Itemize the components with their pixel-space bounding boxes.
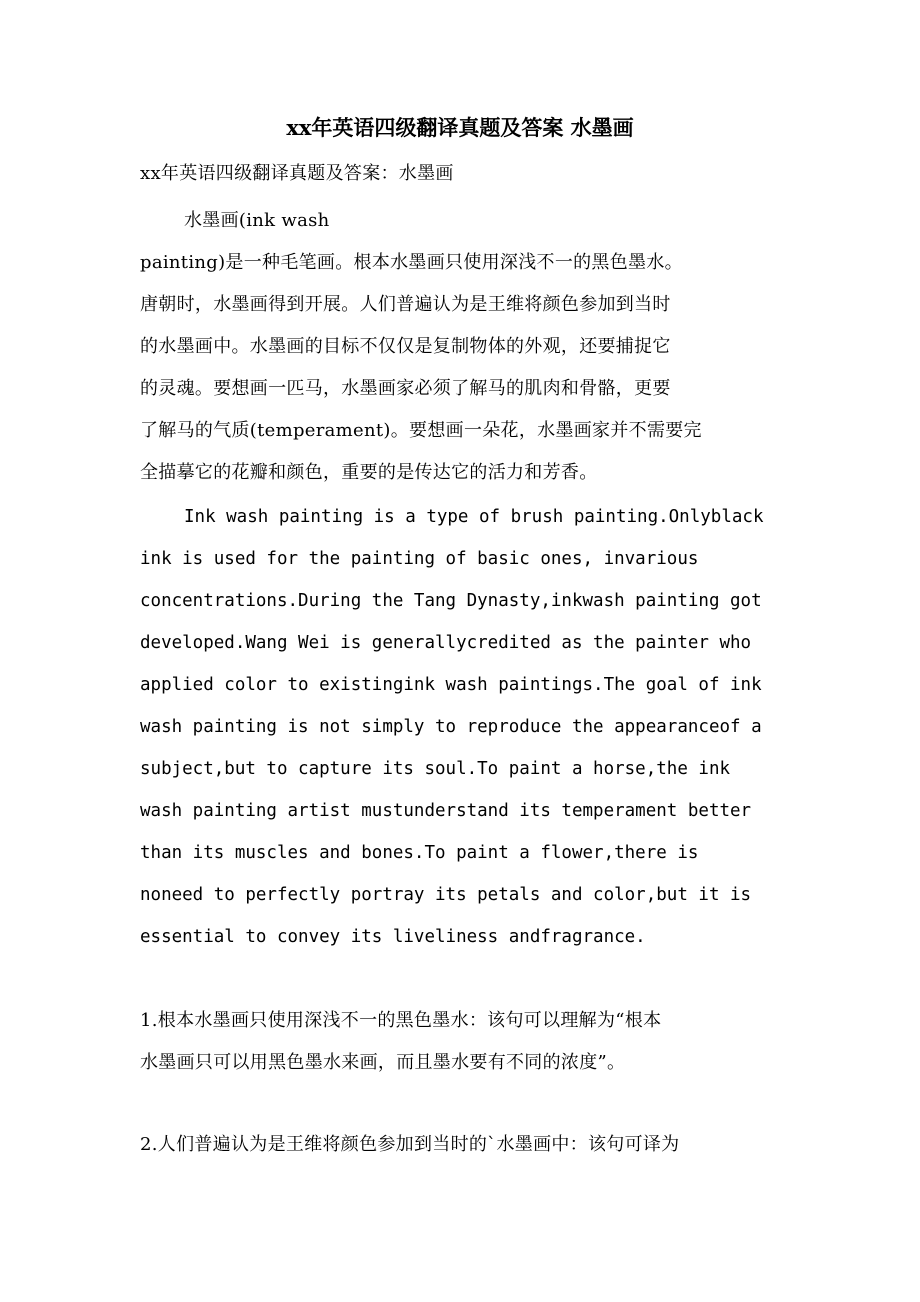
document-subtitle — [140, 158, 790, 190]
paragraph-line: painting)是一种毛笔画。根本水墨画只使用深浅不一的黑色墨水。 — [140, 252, 683, 273]
paragraph-line: Ink wash painting is a type of brush painting.Onlyblack — [184, 507, 764, 527]
paragraph-line: developed.Wang Wei is generallycredited as the painter who — [140, 633, 752, 653]
paragraph-line: 了解马的气质(temperament)。要想画一朵花，水墨画家并不需要完 — [140, 420, 702, 441]
subtitle-line: xx年英语四级翻译真题及答案：水墨画 — [140, 163, 454, 184]
paragraph-line: ink is used for the painting of basic ones, invarious — [140, 549, 699, 569]
note-line: 水墨画只可以用黑色墨水来画，而且墨水要有不同的浓度”。 — [140, 1052, 626, 1073]
paragraph-line: 的水墨画中。水墨画的目标不仅仅是复制物体的外观，还要捕捉它 — [140, 336, 671, 357]
paragraph-line: noneed to perfectly portray its petals and color,but it is — [140, 885, 752, 905]
translation-note-1 — [140, 1000, 790, 1084]
paragraph-line: subject,but to capture its soul.To paint a horse,the ink — [140, 759, 731, 779]
paragraph-line: applied color to existingink wash paintings.The goal of ink — [140, 675, 762, 695]
paragraph-line: 全描摹它的花瓣和颜色，重要的是传达它的活力和芳香。 — [140, 462, 598, 483]
english-translation-paragraph — [140, 496, 790, 958]
chinese-paragraph — [140, 200, 790, 494]
note-line: 2.人们普遍认为是王维将颜色参加到当时的`水墨画中：该句可译为 — [140, 1134, 680, 1155]
paragraph-line: essential to convey its liveliness andfragrance. — [140, 927, 646, 947]
document-title: xx年英语四级翻译真题及答案 水墨画 — [286, 115, 634, 140]
paragraph-line: wash painting artist mustunderstand its temperament better — [140, 801, 752, 821]
paragraph-line: 的灵魂。要想画一匹马，水墨画家必须了解马的肌肉和骨骼，更要 — [140, 378, 671, 399]
note-line: 1.根本水墨画只使用深浅不一的黑色墨水：该句可以理解为“根本 — [140, 1010, 662, 1031]
paragraph-line: 唐朝时，水墨画得到开展。人们普遍认为是王维将颜色参加到当时 — [140, 294, 671, 315]
paragraph-line: concentrations.During the Tang Dynasty,inkwash painting got — [140, 591, 762, 611]
paragraph-line: wash painting is not simply to reproduce the appearanceof a — [140, 717, 762, 737]
paragraph-line: than its muscles and bones.To paint a flower,there is — [140, 843, 699, 863]
paragraph-line: 水墨画(ink wash — [184, 210, 330, 231]
translation-note-2 — [140, 1124, 790, 1166]
